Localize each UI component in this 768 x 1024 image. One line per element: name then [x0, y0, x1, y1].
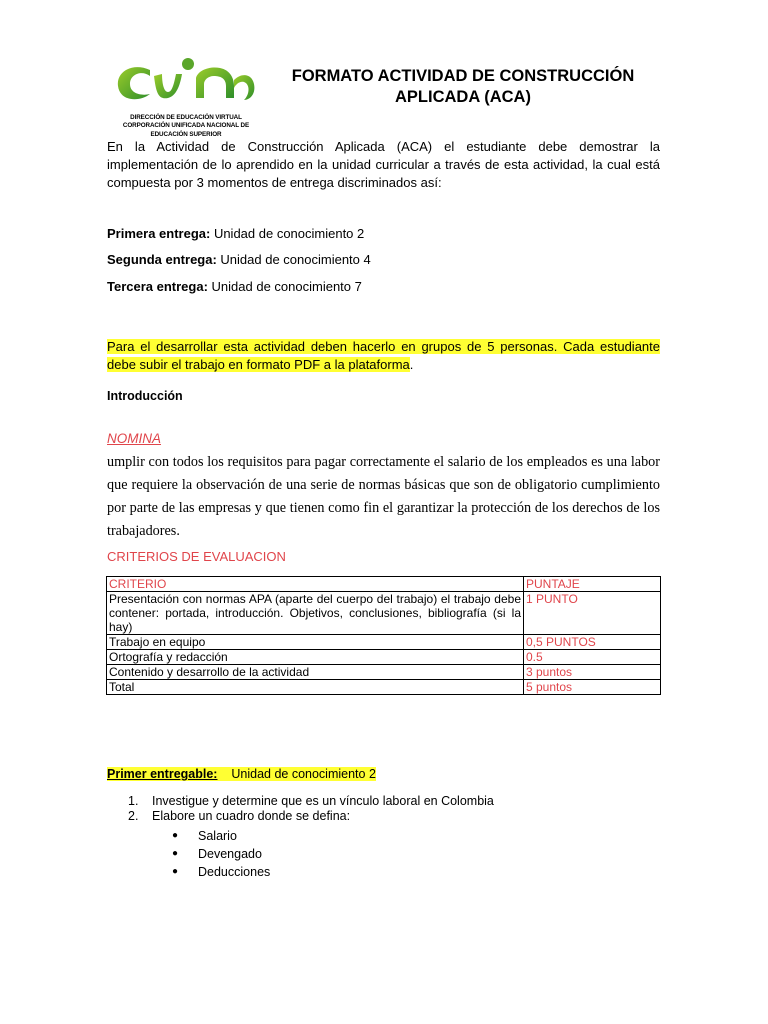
bullet-icon: ●	[172, 848, 179, 859]
nomina-heading: NOMINA	[107, 431, 161, 446]
list-item: ● Devengado	[172, 847, 262, 861]
entrega-tercera: Tercera entrega: Unidad de conocimiento 7	[107, 279, 362, 294]
table-cell-criterio: Presentación con normas APA (aparte del cuerpo del trabajo) el trabajo debe contener: portada, introducción. Objetivos, conclusiones, bibliografía (si la hay)	[107, 592, 524, 635]
bullet-list	[172, 827, 270, 881]
bullet-icon: ●	[172, 830, 179, 841]
table-cell-puntaje: 5 puntos	[524, 680, 661, 695]
table-row	[107, 665, 661, 680]
table-cell-puntaje: 0,5 PUNTOS	[524, 635, 661, 650]
table-cell-puntaje: 3 puntos	[524, 665, 661, 680]
table-row	[107, 592, 661, 635]
table-header-row	[107, 577, 661, 592]
entrega-segunda: Segunda entrega: Unidad de conocimiento 4	[107, 252, 371, 267]
entrega-primera: Primera entrega: Unidad de conocimiento 2	[107, 226, 365, 241]
bullet-icon: ●	[172, 866, 179, 877]
table-cell-puntaje: 0.5	[524, 650, 661, 665]
header-criterio: CRITERIO	[107, 577, 524, 592]
table-row	[107, 635, 661, 650]
logo-caption: DIRECCIÓN DE EDUCACIÓN VIRTUAL CORPORACIÓN UNIFICADA NACIONAL DE EDUCACIÓN SUPERIOR	[122, 114, 250, 138]
list-item: ● Deducciones	[172, 865, 271, 879]
intro-paragraph: En la Actividad de Construcción Aplicada (ACA) el estudiante debe demostrar la implementación de lo aprendido en la unidad curricular a través de esta actividad, la cual está compuesta por 3 momentos de entrega discriminados así:	[107, 139, 660, 190]
group-note: Para el desarrollar esta actividad deben hacerlo en grupos de 5 personas. Cada estudiante debe subir el trabajo en formato PDF a la plataforma.	[107, 339, 660, 372]
table-cell-criterio: Ortografía y redacción	[107, 650, 524, 665]
criterios-heading: CRITERIOS DE EVALUACION	[107, 549, 286, 564]
table-row	[107, 650, 661, 665]
table-cell-criterio: Total	[107, 680, 524, 695]
primer-entregable: Primer entregable: Unidad de conocimiento 2	[107, 767, 376, 781]
document-title: FORMATO ACTIVIDAD DE CONSTRUCCIÓN APLICADA (ACA)	[291, 67, 635, 106]
introduccion-heading: Introducción	[107, 389, 183, 403]
list-item: 1. Investigue y determine que es un vínculo laboral en Colombia	[128, 794, 494, 808]
table-cell-criterio: Trabajo en equipo	[107, 635, 524, 650]
table-cell-criterio: Contenido y desarrollo de la actividad	[107, 665, 524, 680]
list-item: 2. Elabore un cuadro donde se defina:	[128, 809, 351, 823]
criteria-table	[106, 576, 661, 695]
table-cell-puntaje: 1 PUNTO	[524, 592, 661, 635]
list-item: ● Salario	[172, 829, 237, 843]
table-row	[107, 680, 661, 695]
nomina-paragraph: umplir con todos los requisitos para pagar correctamente el salario de los empleados es una labor que requiere la observación de una serie de normas básicas que son de obligatorio cumplimiento por parte de las empresas y que tienen como fin el garantizar la protección de los derechos de los trabajadores.	[107, 454, 660, 539]
cun-logo	[110, 50, 260, 112]
header-puntaje: PUNTAJE	[524, 577, 661, 592]
ordered-list	[128, 794, 494, 824]
